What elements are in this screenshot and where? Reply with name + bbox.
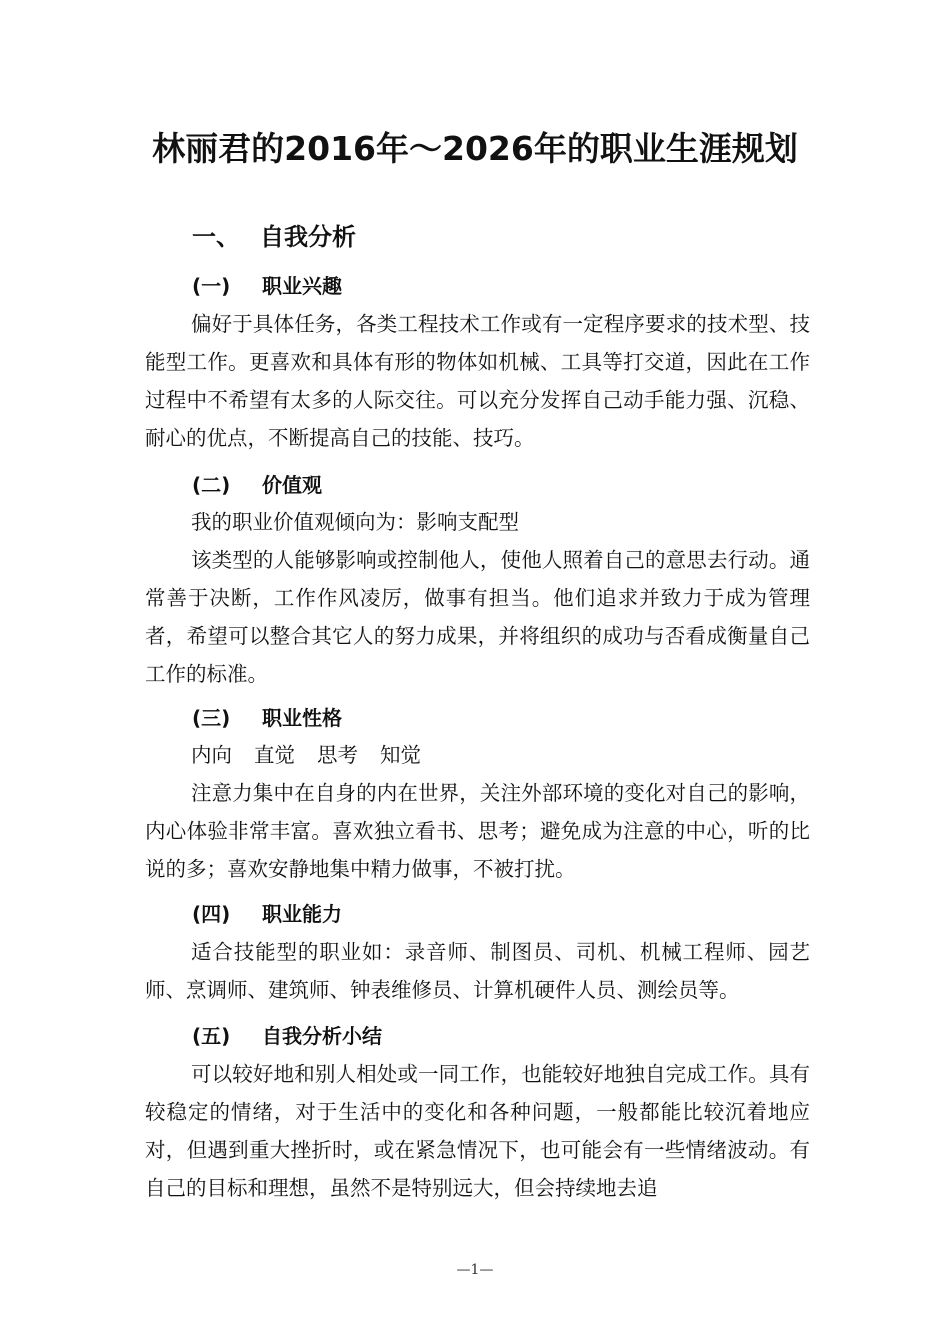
subheading-values bbox=[192, 470, 322, 500]
subheading-number: (一) bbox=[192, 274, 231, 298]
trait: 直觉 bbox=[254, 743, 295, 767]
subheading-career-interest bbox=[192, 271, 342, 301]
section-heading-self-analysis bbox=[192, 220, 356, 254]
subheading-title: 价值观 bbox=[262, 473, 322, 497]
subheading-career-ability bbox=[192, 899, 342, 929]
section-number: 一、 bbox=[192, 223, 240, 251]
paragraph-self-analysis-summary: 可以较好地和别人相处或一同工作，也能较好地独自完成工作。具有较稳定的情绪，对于生活中的变化和各种问题，一般都能比较沉着地应对，但遇到重大挫折时，或在紧急情况下，也可能会有一些情绪波动。有自己的目标和理想，虽然不是特别远大，但会持续地去追 bbox=[145, 1062, 810, 1200]
subheading-number: (二) bbox=[192, 473, 231, 497]
trait: 内向 bbox=[191, 743, 232, 767]
paragraph-personality: 注意力集中在自身的内在世界，关注外部环境的变化对自己的影响，内心体验非常丰富。喜欢独立看书、思考；避免成为注意的中心，听的比说的多；喜欢安静地集中精力做事，不被打扰。 bbox=[145, 781, 810, 881]
paragraph-career-interest: 偏好于具体任务，各类工程技术工作或有一定程序要求的技术型、技能型工作。更喜欢和具体有形的物体如机械、工具等打交道，因此在工作过程中不希望有太多的人际交往。可以充分发挥自己动手能力强、沉稳、耐心的优点，不断提高自己的技能、技巧。 bbox=[145, 312, 810, 450]
subheading-number: (五) bbox=[192, 1024, 231, 1048]
values-orientation-line: 我的职业价值观倾向为：影响支配型 bbox=[191, 510, 519, 534]
subheading-number: (四) bbox=[192, 902, 231, 926]
subheading-personality bbox=[192, 703, 342, 733]
document-title: 林丽君的2016年～2026年的职业生涯规划 bbox=[152, 129, 798, 168]
subheading-number: (三) bbox=[192, 706, 231, 730]
subheading-title: 职业兴趣 bbox=[262, 274, 342, 298]
subheading-title: 自我分析小结 bbox=[262, 1024, 382, 1048]
subheading-self-analysis-summary bbox=[192, 1021, 382, 1051]
subheading-title: 职业性格 bbox=[262, 706, 342, 730]
personality-traits bbox=[191, 736, 443, 774]
subheading-title: 职业能力 bbox=[262, 902, 342, 926]
paragraph-values: 该类型的人能够影响或控制他人，使他人照着自己的意思去行动。通常善于决断，工作作风凌厉，做事有担当。他们追求并致力于成为管理者，希望可以整合其它人的努力成果，并将组织的成功与否看成衡量自己工作的标准。 bbox=[145, 548, 810, 686]
trait: 知觉 bbox=[380, 743, 421, 767]
page-number: —1— bbox=[456, 1262, 494, 1278]
trait: 思考 bbox=[317, 743, 358, 767]
section-title: 自我分析 bbox=[260, 223, 356, 251]
paragraph-career-ability: 适合技能型的职业如：录音师、制图员、司机、机械工程师、园艺师、烹调师、建筑师、钟表维修员、计算机硬件人员、测绘员等。 bbox=[145, 940, 810, 1002]
